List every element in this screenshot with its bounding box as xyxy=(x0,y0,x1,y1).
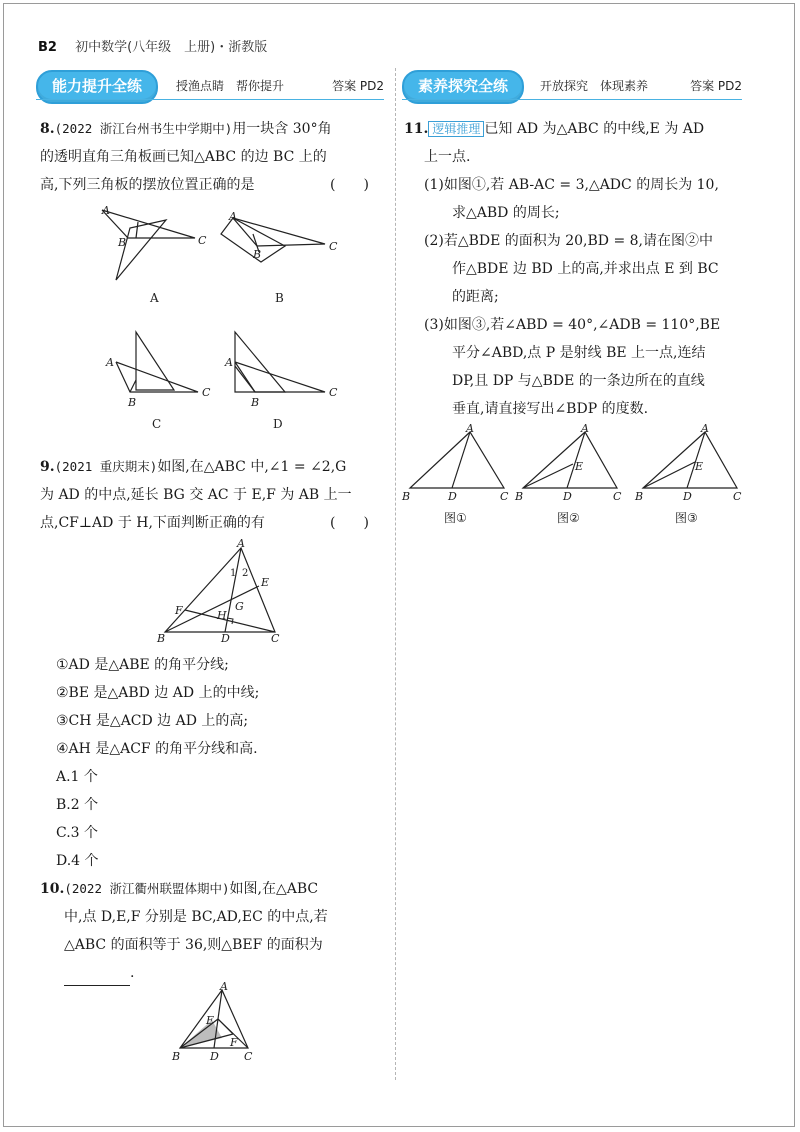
q9-number: 9. xyxy=(40,459,55,475)
left-banner-rule xyxy=(36,99,384,100)
q8-figure-b xyxy=(221,210,338,305)
q8a-label-b: B xyxy=(118,236,127,249)
q10-end: . xyxy=(130,965,135,981)
q11f1-label-c: C xyxy=(500,490,509,503)
q9-label-a: A xyxy=(237,538,245,550)
q11-text-1: 已知 AD 为△ABC 的中线,E 为 AD xyxy=(484,121,705,137)
right-banner xyxy=(402,68,742,102)
q9-text-2: 为 AD 的中点,延长 BG 交 AC 于 E,F 为 AB 上一 xyxy=(40,487,352,503)
q9-statement-4: ④AH 是△ACF 的角平分线和高. xyxy=(56,741,258,757)
q11f1-label-d: D xyxy=(448,490,457,503)
q11f3-label-c: C xyxy=(733,490,742,503)
q11-tag: 逻辑推理 xyxy=(428,121,484,137)
q8-text-3: 高,下列三角板的摆放位置正确的是 xyxy=(40,177,255,193)
q11-part2-a: (2)若△BDE 的面积为 20,BD = 8,请在图②中 xyxy=(424,233,713,249)
q11-figure-3 xyxy=(634,422,742,525)
q11f3-label-b: B xyxy=(635,490,644,503)
q10-text-1: 如图,在△ABC xyxy=(229,881,319,897)
q10-line1 xyxy=(40,876,318,902)
q9-label-h: H xyxy=(217,609,227,622)
q10-source: (2022 浙江衢州联盟体期中) xyxy=(64,881,230,896)
right-banner-title: 素养探究全练 xyxy=(402,70,524,104)
q11-part1-b: 求△ABD 的周长; xyxy=(452,205,560,221)
q11f3-label-a: A xyxy=(701,422,709,435)
q10-figure xyxy=(168,982,258,1066)
right-banner-rule xyxy=(402,99,742,100)
left-banner-title: 能力提升全练 xyxy=(36,70,158,104)
q11f2-label-a: A xyxy=(581,422,589,435)
right-banner-subtitle: 开放探究 体现素养 xyxy=(540,79,649,93)
q8c-label-c: C xyxy=(202,386,211,399)
q11f2-label-c: C xyxy=(613,490,622,503)
q8-source: (2022 浙江台州书生中学期中) xyxy=(54,121,233,136)
q9-figure xyxy=(155,538,285,650)
q9-statement-1: ①AD 是△ABE 的角平分线; xyxy=(56,657,229,673)
q11-part3-b: 平分∠ABD,点 P 是射线 BE 上一点,连结 xyxy=(452,345,706,361)
q10-text-2: 中,点 D,E,F 分别是 BC,AD,EC 的中点,若 xyxy=(64,909,328,925)
q8b-label-c: C xyxy=(329,240,338,253)
q9-statement-2: ②BE 是△ABD 边 AD 上的中线; xyxy=(56,685,260,701)
q10-label-f: F xyxy=(230,1036,238,1049)
q11f3-label-e: E xyxy=(695,460,704,473)
q10-text-3: △ABC 的面积等于 36,则△BEF 的面积为 xyxy=(64,937,323,953)
q8-option-figures xyxy=(90,198,340,438)
q11-figure-1-caption: 图① xyxy=(444,511,467,525)
q9-text-3: 点,CF⊥AD 于 H,下面判断正确的有 xyxy=(40,515,265,531)
q8b-label-b: B xyxy=(253,248,262,261)
q11-figure-2-caption: 图② xyxy=(557,511,580,525)
q9-label-b: B xyxy=(157,632,166,645)
book-title: 初中数学(八年级 上册)・浙教版 xyxy=(75,40,268,55)
q11-line1 xyxy=(404,116,704,142)
q9-answer-paren: ( ) xyxy=(330,515,369,531)
q8d-label-a: A xyxy=(225,356,233,369)
q8-line1 xyxy=(40,116,332,142)
q9-statement-3: ③CH 是△ACD 边 AD 上的高; xyxy=(56,713,249,729)
q9-choice-a: A.1 个 xyxy=(56,769,98,785)
q9-label-e: E xyxy=(261,576,270,589)
q9-source: (2021 重庆期末) xyxy=(54,459,158,474)
q11f2-label-e: E xyxy=(575,460,584,473)
column-divider xyxy=(395,68,396,1080)
q8b-label-a: A xyxy=(229,210,237,223)
page-header xyxy=(38,36,267,55)
q11-part3-d: 垂直,请直接写出∠BDP 的度数. xyxy=(452,401,649,417)
q9-choice-c: C.3 个 xyxy=(56,825,99,841)
q10-label-d: D xyxy=(210,1050,219,1063)
q9-label-g: G xyxy=(235,600,244,613)
q11-figure-3-caption: 图③ xyxy=(675,511,698,525)
q11f1-label-b: B xyxy=(402,490,411,503)
q8-answer-paren: ( ) xyxy=(330,177,369,193)
q10-label-b: B xyxy=(172,1050,181,1063)
q9-choice-d: D.4 个 xyxy=(56,853,99,869)
q10-label-c: C xyxy=(244,1050,253,1063)
q8a-label-c: C xyxy=(198,234,207,247)
q10-label-a: A xyxy=(220,982,228,993)
q11-number: 11. xyxy=(404,121,429,137)
left-banner-answer: 答案 PD2 xyxy=(332,79,384,93)
q9-label-d: D xyxy=(221,632,230,645)
q8-figure-d xyxy=(224,332,338,431)
q8-number: 8. xyxy=(40,121,55,137)
q8a-label-a: A xyxy=(102,204,110,217)
left-banner-subtitle: 授渔点睛 帮你提升 xyxy=(176,79,285,93)
q11-part3-a: (3)如图③,若∠ABD = 40°,∠ADB = 110°,BE xyxy=(424,317,721,333)
q11f2-label-d: D xyxy=(563,490,572,503)
q8d-label-c: C xyxy=(329,386,338,399)
q8-text-2: 的透明直角三角板画已知△ABC 的边 BC 上的 xyxy=(40,149,327,165)
q9-choice-b: B.2 个 xyxy=(56,797,99,813)
q11-part2-c: 的距离; xyxy=(452,289,499,305)
q8c-label-a: A xyxy=(106,356,114,369)
q8-option-b: B xyxy=(275,291,284,305)
q8-option-a: A xyxy=(150,291,159,305)
q10-label-e: E xyxy=(206,1014,215,1027)
q11f3-label-d: D xyxy=(683,490,692,503)
q9-label-f: F xyxy=(175,604,183,617)
q11f2-label-b: B xyxy=(515,490,524,503)
q11f1-label-a: A xyxy=(466,422,474,435)
q9-text-1: 如图,在△ABC 中,∠1 = ∠2,G xyxy=(157,459,347,475)
q11-part3-c: DP,且 DP 与△BDE 的一条边所在的直线 xyxy=(452,373,705,389)
q8-figure-a xyxy=(101,204,207,305)
q11-part2-b: 作△BDE 边 BD 上的高,并求出点 E 到 BC xyxy=(452,261,719,277)
q8d-label-b: B xyxy=(251,396,260,409)
q8-text-1: 用一块含 30°角 xyxy=(232,121,332,137)
q11-text-2: 上一点. xyxy=(424,149,471,165)
q11-figure-2 xyxy=(514,422,622,525)
q9-angle-2: 2 xyxy=(242,568,249,579)
q8c-label-b: B xyxy=(128,396,137,409)
q11-part1-a: (1)如图①,若 AB-AC = 3,△ADC 的周长为 10, xyxy=(424,177,719,193)
q8-figure-c xyxy=(105,332,211,431)
q8-option-d: D xyxy=(273,417,283,431)
q8-option-c: C xyxy=(152,417,162,431)
left-banner xyxy=(36,68,384,102)
q11-figure-1 xyxy=(401,422,509,525)
q10-answer-line xyxy=(64,960,134,986)
right-banner-answer: 答案 PD2 xyxy=(690,79,742,93)
q9-angle-1: 1 xyxy=(230,568,237,579)
q9-line1 xyxy=(40,454,346,480)
q10-answer-blank[interactable] xyxy=(64,969,130,986)
q9-label-c: C xyxy=(271,632,280,645)
q10-number: 10. xyxy=(40,881,65,897)
q11-figures xyxy=(400,420,750,532)
page-code: B2 xyxy=(38,40,57,55)
